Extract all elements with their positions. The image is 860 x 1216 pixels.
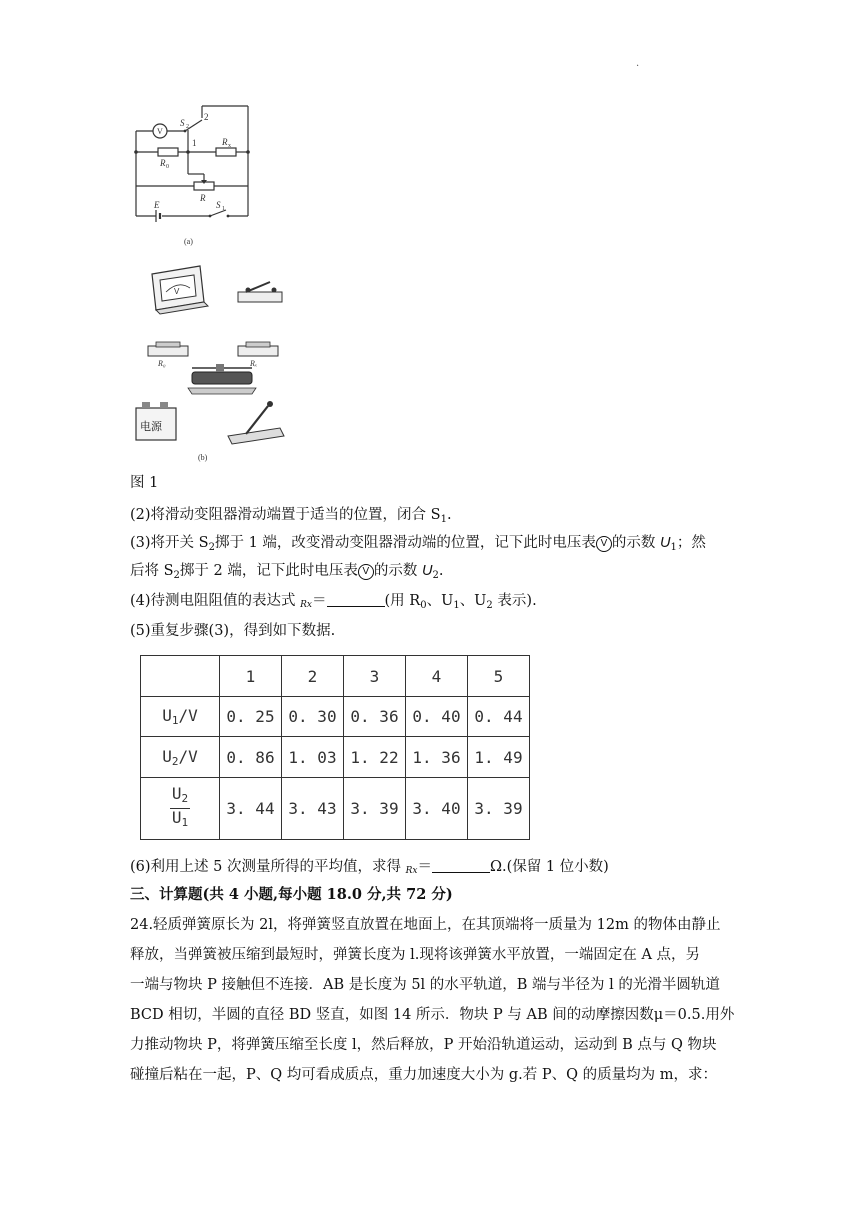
sym-rx: R (222, 137, 228, 147)
sym-r: R (200, 193, 206, 203)
step-3-line-2: 后将 $S_2$掷于 2 端，记下此时电压表 V 的示数 $U_2$. (130, 563, 444, 581)
svg-text:V: V (174, 287, 180, 296)
table-header-row: 1 2 3 4 5 (141, 656, 530, 697)
section-heading: 三、计算题(共 4 小题,每小题 18.0 分,共 72 分) (130, 886, 453, 903)
power-source-drawing (136, 402, 176, 440)
rheostat-drawing (188, 364, 256, 394)
sym-1: 1 (192, 138, 197, 148)
question-24-line: 释放，当弹簧被压缩到最短时，弹簧长度为 l.现将该弹簧水平放置，一端固定在 A 点，另 (130, 947, 701, 963)
sym-s2: S (180, 118, 185, 128)
table-row: U2/V 0. 86 1. 03 1. 22 1. 36 1. 49 (141, 737, 530, 778)
ratio-fraction: $\frac{U2}{U1}$ (171, 784, 189, 829)
sym-s2-sub: 2 (186, 124, 189, 130)
circuit-figure (130, 96, 300, 466)
question-24-line: 24.轻质弹簧原长为 2l，将弹簧竖直放置在地面上，在其顶端将一质量为 12m 的物体由静止 (130, 917, 721, 933)
table-row-ratio: $\frac{U2}{U1}$ 3. 44 3. 43 3. 39 3. 40 3. 39 (141, 778, 530, 840)
data-table (140, 655, 530, 840)
corner-mark: . (636, 58, 640, 69)
sym-r0: R (160, 158, 166, 168)
sym-e: E (154, 200, 160, 210)
voltmeter-symbol: V (358, 564, 374, 580)
voltmeter-symbol: V (596, 536, 612, 552)
svg-text:Rₓ: Rₓ (250, 359, 258, 368)
step-5: (5)重复步骤(3)，得到如下数据. (130, 623, 336, 639)
question-24-line: 一端与物块 P 接触但不连接．AB 是长度为 5l 的水平轨道，B 端与半径为 l 的光滑半圆轨道 (130, 977, 720, 993)
sym-s1: S (216, 200, 221, 210)
sym-rx-sub: x (228, 143, 231, 149)
switch-drawing (238, 282, 282, 302)
power-label: 电源 (140, 420, 162, 433)
step-2: (2)将滑动变阻器滑动端置于适当的位置，闭合 $S_1$. (130, 507, 452, 525)
sym-2: 2 (204, 112, 209, 122)
step-3-line-1: (3)将开关 $S_2$掷于 1 端，改变滑动变阻器滑动端的位置，记下此时电压表 V 的示数 $U_1$；然 (130, 535, 706, 553)
sym-s1-sub: 1 (222, 206, 225, 212)
knife-switch-drawing (228, 401, 284, 444)
svg-text:R₀: R₀ (158, 359, 166, 368)
step-6: (6)利用上述 5 次测量所得的平均值，求得 Rx＝ Ω.(保留 1 位小数) (130, 859, 609, 876)
label-b: (b) (198, 453, 208, 462)
sym-v: V (157, 127, 163, 136)
answer-blank (327, 592, 385, 607)
question-24-line: 力推动物块 P，将弹簧压缩至长度 l，然后释放，P 开始沿轨道运动，运动到 B 点与 Q 物块 (130, 1037, 717, 1053)
sym-r0-sub: 0 (166, 164, 169, 170)
r0-drawing (148, 342, 188, 368)
table-row: U1/V 0. 25 0. 30 0. 36 0. 40 0. 44 (141, 697, 530, 737)
rx-drawing (238, 342, 278, 368)
figure-caption: 图 1 (130, 475, 159, 491)
answer-blank (432, 858, 490, 873)
step-4: (4)待测电阻阻值的表达式 Rx＝ (用 $R_0$、$U_1$、$U_2$ 表示). (130, 593, 537, 611)
question-24-line: 碰撞后粘在一起，P、Q 均可看成质点，重力加速度大小为 g.若 P、Q 的质量均为 m，求： (130, 1067, 717, 1083)
label-a: (a) (184, 237, 193, 246)
voltmeter-drawing (152, 266, 208, 314)
question-24-line: BCD 相切，半圆的直径 BD 竖直，如图 14 所示．物块 P 与 AB 间的动摩擦因数μ＝0.5.用外 (130, 1007, 735, 1023)
